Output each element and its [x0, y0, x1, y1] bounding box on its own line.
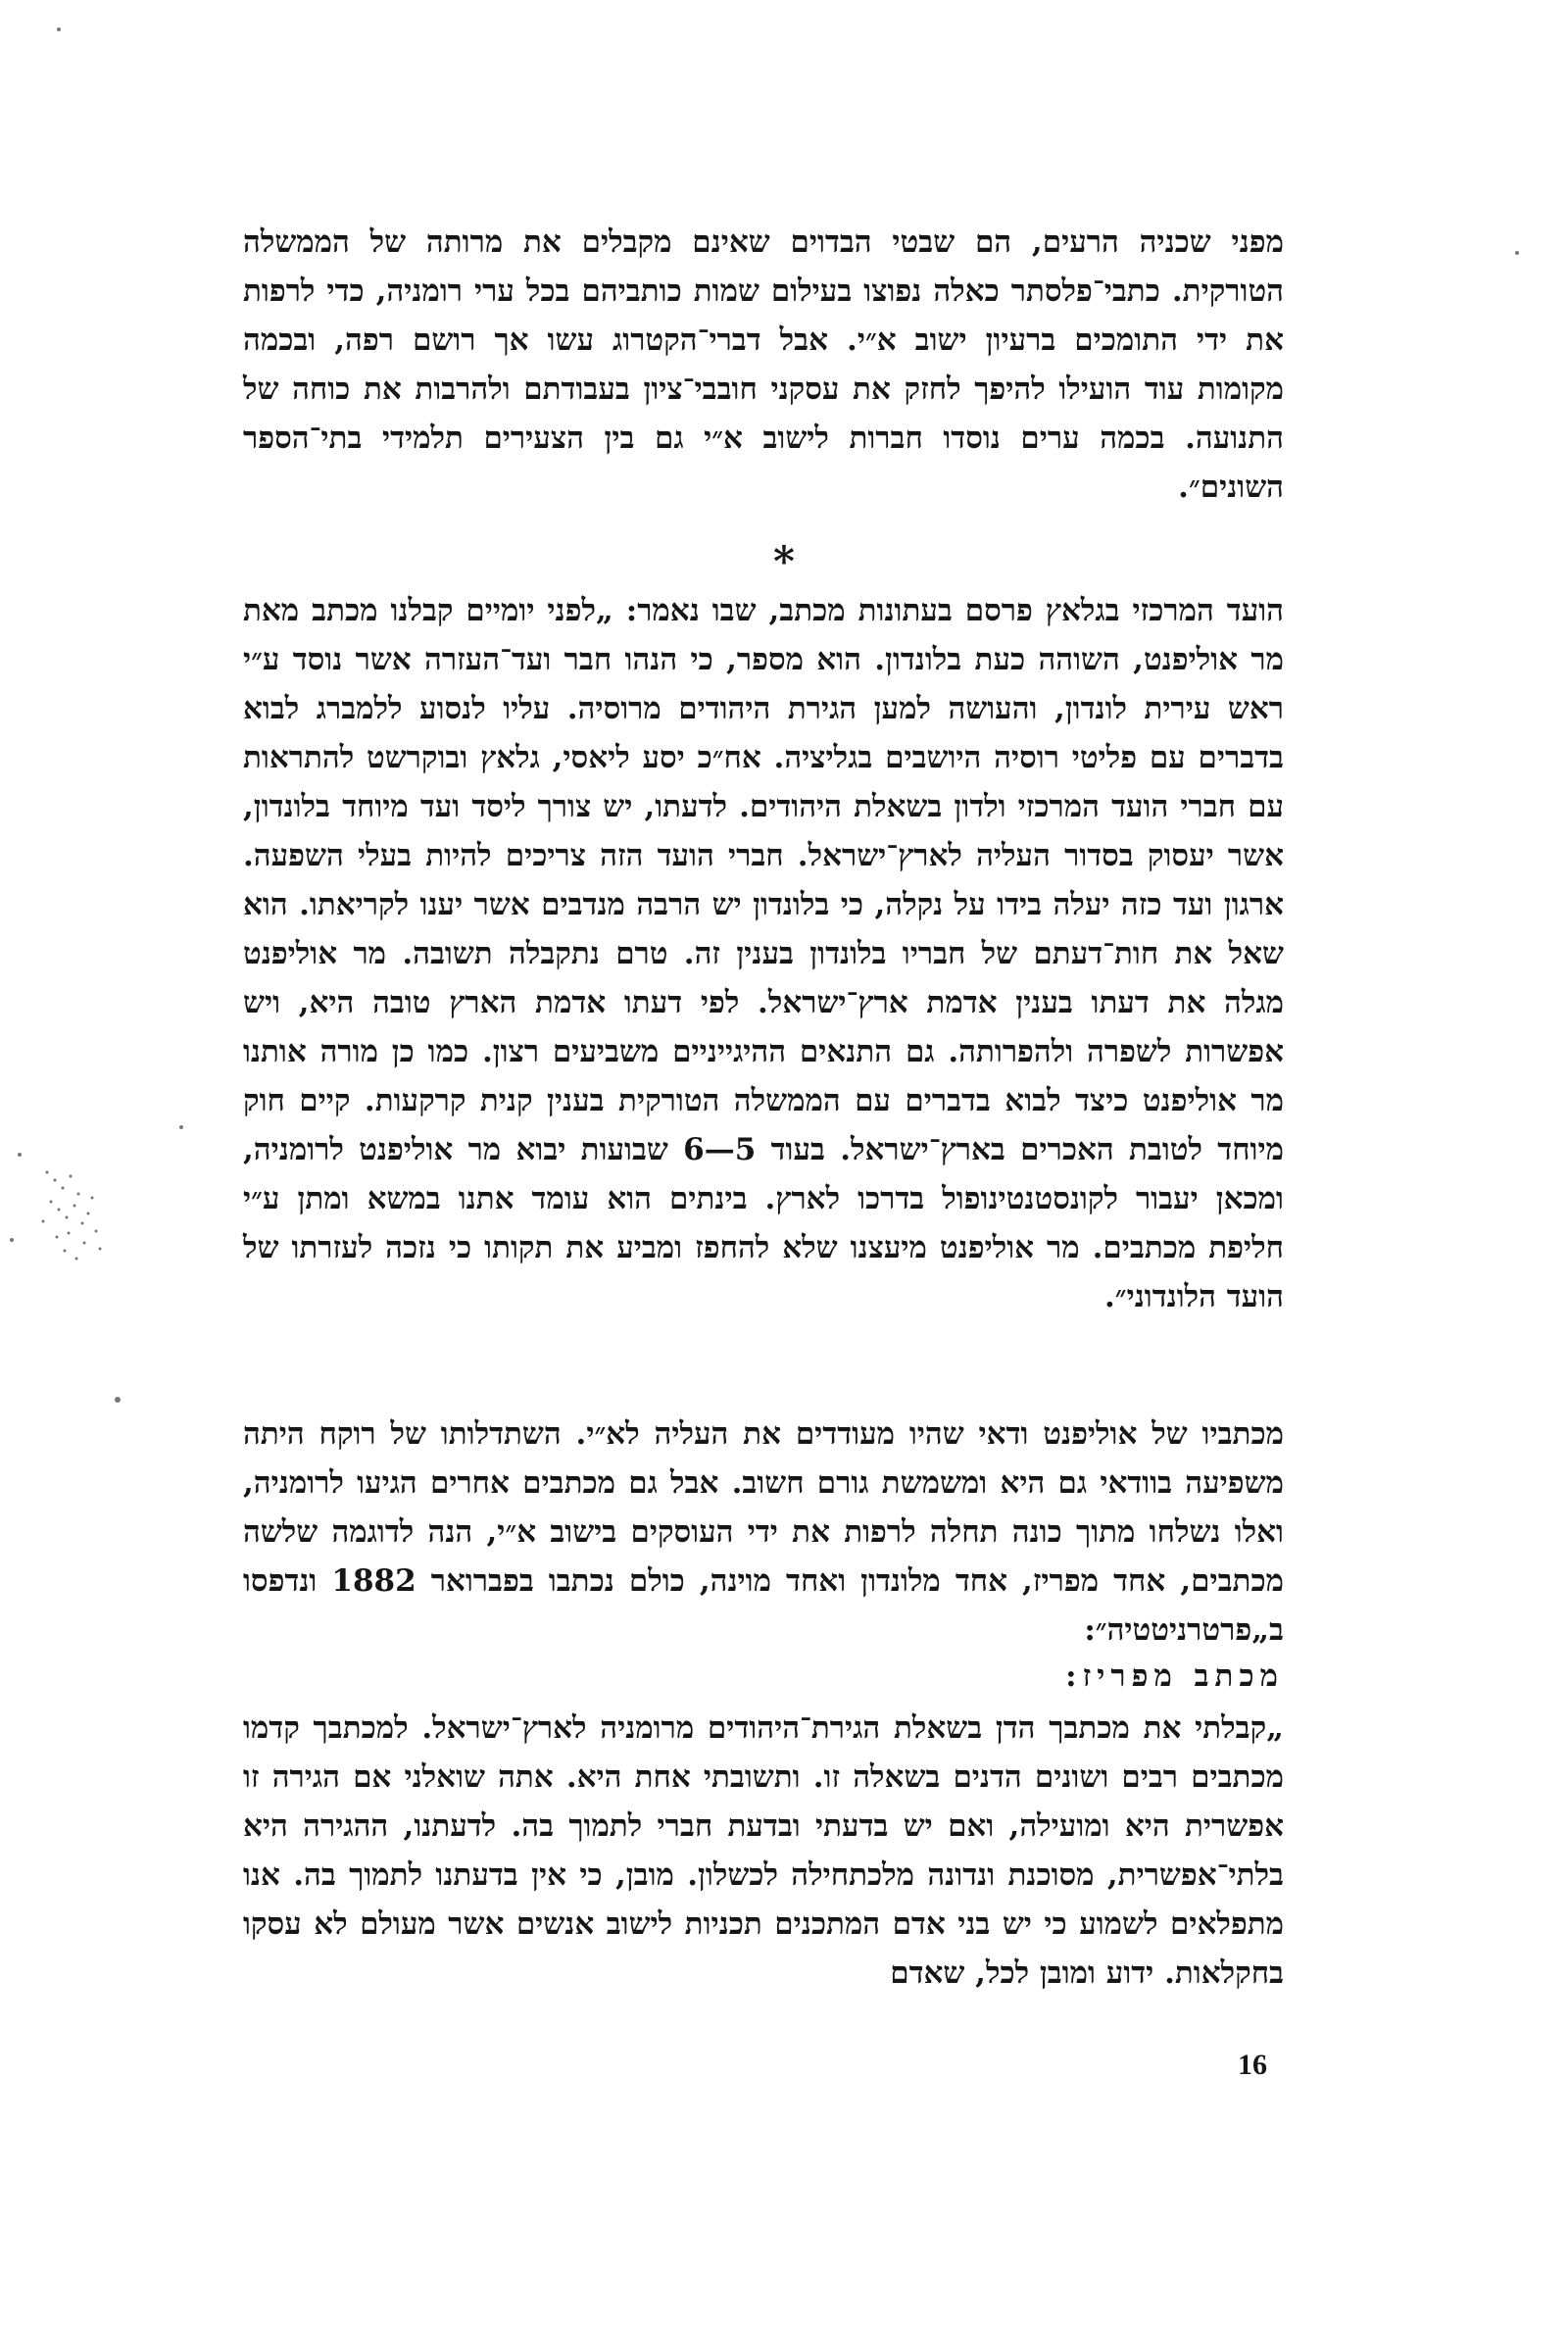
- paragraph-3-text: מכתביו של אוליפנט ודאי שהיו מעודדים את העליה לא״י. השתדלותו של רוקח היתה משפיעה בוודאי גם היא ומשמשת גורם חשוב. אבל גם מכתבים אחרים הגיעו לרומניה, ואלו נשלחו מתוך כונה תחלה לרפות את ידי העוסקים בישוב א״י, הנה לדוגמה שלשה מכתבים, אחד מפריז, אחד מלונדון ואחד מוינה, כולם נכתבו בפברואר 1882 ונדפסו ב„פרטרניטטיה״:: [243, 1416, 1284, 1648]
- paragraph-2-text: הועד המרכזי בגלאץ פרסם בעתונות מכתב, שבו נאמר: „לפני יומיים קבלנו מכתב מאת מר אוליפנט, השוהה כעת בלונדון. הוא מספר, כי הנהו חבר ועד־העזרה אשר נוסד ע״י ראש עירית לונדון, והעושה למען הגירת היהודים מרוסיה. עליו לנסוע ללמברג לבוא בדברים עם פליטי רוסיה היושבים בגליציה. אח״כ יסע ליאסי, גלאץ ובוקרשט להתראות עם חברי הועד המרכזי ולדון בשאלת היהודים. לדעתו, יש צורך ליסד ועד מיוחד בלונדון, אשר יעסוק בסדור העליה לארץ־ישראל. חברי הועד הזה צריכים להיות בעלי השפעה. ארגון ועד כזה יעלה בידו על נקלה, כי בלונדון יש הרבה מנדבים אשר יענו לקריאתו. הוא שאל את חות־דעתם של חבריו בלונדון בענין זה. טרם נתקבלה תשובה. מר אוליפנט מגלה את דעתו בענין אדמת ארץ־ישראל. לפי דעתו אדמת הארץ טובה היא, ויש אפשרות לשפרה ולהפרותה. גם התנאים ההיגייניים משביעים רצון. כמו כן מורה אותנו מר אוליפנט כיצד לבוא בדברים עם הממשלה הטורקית בענין קנית קרקעות. קיים חוק מיוחד לטובת האכרים בארץ־ישראל. בעוד 5—6 שבועות יבוא מר אוליפנט לרומניה, ומכאן יעבור לקונסטנטינופול בדרכו לארץ. בינתים הוא עומד אתנו במשא ומתן ע״י חליפת מכתבים. מר אוליפנט מיעצנו שלא להחפז ומביע את תקותו כי נזכה לעזרתו של הועד הלונדוני״.: [243, 593, 1284, 1314]
- paragraph-3: [243, 1410, 1284, 1655]
- paragraph-2: [243, 586, 1284, 1321]
- section-separator-asterisk: *: [773, 537, 795, 585]
- paragraph-4: [243, 1704, 1284, 1998]
- page-number: 16: [1238, 2049, 1267, 2081]
- paragraph-1-text: מפני שכניה הרעים, הם שבטי הבדוים שאינם מקבלים את מרותה של הממשלה הטורקית. כתבי־פלסתר כאלה נפוצו בעילום שמות כותביהם בכל ערי רומניה, כדי לרפות את ידי התומכים ברעיון ישוב א״י. אבל דברי־הקטרוג עשו אך רושם רפה, ובכמה מקומות עוד הועילו להיפך לחזק את עסקני חובבי־ציון בעבודתם ולהרבות את כוחה של התנועה. בכמה ערים נוסדו חברות לישוב א״י גם בין הצעירים תלמידי בתי־הספר השונים״.: [243, 224, 1284, 505]
- paragraph-1: [243, 218, 1284, 512]
- paragraph-4-text: „קבלתי את מכתבך הדן בשאלת הגירת־היהודים מרומניה לארץ־ישראל. למכתבך קדמו מכתבים רבים ושונים הדנים בשאלה זו. ותשובתי אחת היא. אתה שואלני אם הגירה זו אפשרית היא ומועילה, ואם יש בדעתי ובדעת חברי לתמוך בה. לדעתנו, ההגירה היא בלתי־אפשרית, מסוכנת ונדונה מלכתחילה לכשלון. מובן, כי אין בדעתנו לתמוך בה. אנו מתפלאים לשמוע כי יש בני אדם המתכנים תכניות לישוב אנשים אשר מעולם לא עסקו בחקלאות. ידוע ומובן לכל, שאדם: [243, 1710, 1285, 1991]
- letter-heading: מכתב מפריז:: [1065, 1658, 1284, 1694]
